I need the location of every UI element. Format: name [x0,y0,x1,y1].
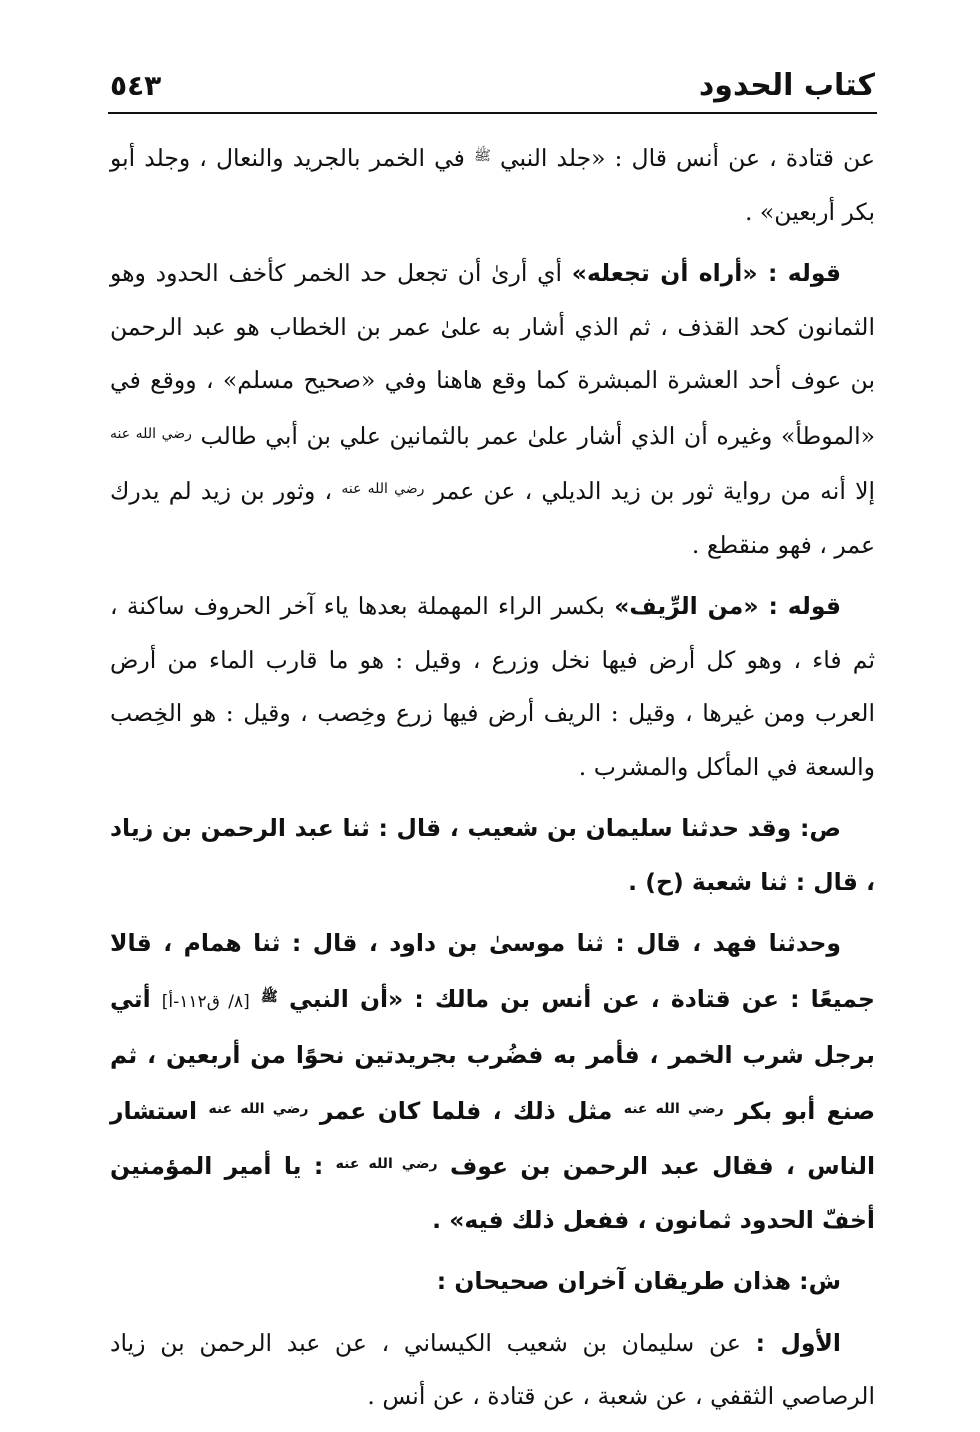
p2-text-b: إلا أنه من رواية ثور بن زيد الديلي ، عن عمر [433,477,876,505]
p2-text-c: ، وثور بن زيد لم يدرك عمر ، فهو منقطع . [110,477,875,559]
p5-text-b: أتي برجل شرب الخمر ، فأمر به فضُرب بجريدتين نحوًا من أربعين ، ثم صنع أبو بكر [110,984,876,1125]
honorific-symbol: رضي الله عنه [110,425,192,442]
page-number: ٥٤٣ [110,68,162,102]
paragraph-1 [110,130,875,239]
paragraph-7 [110,1317,875,1424]
header-divider [108,112,877,114]
p2-text-a: أي أرىٰ أن تجعل حد الخمر كأخف الحدود وهو الثمانون كحد القذف ، ثم الذي أشار به علىٰ عمر بن الخطاب هو عبد الرحمن بن عوف أحد العشرة المبشرة كما وقع هاهنا وفي «صحيح مسلم» ، ووقع في «الموطأ» وغيره أن الذي أشار علىٰ عمر بالثمانين علي بن أبي طالب [110,259,875,450]
p3-label: قوله : «من الرِّيف» [614,592,841,620]
paragraph-5 [110,917,875,1247]
p7-text: عن سليمان بن شعيب الكيساني ، عن عبد الرحمن بن زياد الرصاصي الثقفي ، عن شعبة ، عن قتادة ، عن أنس . [110,1328,875,1410]
p5-text-a: وحدثنا فهد ، قال : ثنا موسىٰ بن داود ، قال : ثنا همام ، قالا جميعًا : عن قتادة ، عن أنس بن مالك : «أن النبي [110,929,875,1013]
p1-text-b: في الخمر بالجريد والنعال ، وجلد أبو بكر أربعين» . [110,144,875,226]
p5-text-d: استشار الناس ، فقال عبد الرحمن بن عوف [110,1096,875,1180]
p7-label: الأول : [755,1328,841,1357]
paragraph-3 [110,580,875,794]
paragraph-2 [110,247,875,572]
honorific-symbol: رضي الله عنه [623,1100,724,1117]
book-title: كتاب الحدود [698,67,875,103]
p2-label: قوله : «أراه أن تجعله» [571,259,841,287]
honorific-symbol: رضي الله عنه [341,481,425,497]
paragraph-6 [110,1255,875,1309]
honorific-symbol: رضي الله عنه [208,1100,309,1117]
salutation-symbol: ﷺ [260,988,278,1005]
p6-text: ش: هذان طريقان آخران صحيحان : [436,1267,841,1295]
p1-text-a: عن قتادة ، عن أنس قال : «جلد النبي [499,144,875,172]
paragraph-4 [110,802,875,909]
honorific-symbol: رضي الله عنه [335,1156,438,1172]
p4-text: ص: وقد حدثنا سليمان بن شعيب ، قال : ثنا عبد الرحمن بن زياد ، قال : ثنا شعبة (ح) . [110,814,875,896]
manuscript-reference: [٨/ ق١١٢-أ] [161,991,250,1012]
p3-text: بكسر الراء المهملة بعدها ياء آخر الحروف ساكنة ، ثم فاء ، وهو كل أرض فيها نخل وزرع ، وقيل : هو ما قارب الماء من أرض العرب ومن غيرها ، وقيل : الريف أرض فيها زرع وخِصب ، وقيل : هو الخِصب والسعة في المأكل والمشرب . [110,592,875,781]
salutation-symbol: ﷺ [473,148,491,164]
page-header [110,62,875,108]
p5-text-e: : يا أمير المؤمنين أخفّ الحدود ثمانون ، ففعل ذلك فيه» . [110,1152,875,1234]
p5-text-c: مثل ذلك ، فلما كان عمر [319,1096,613,1125]
page-body [110,130,875,1432]
